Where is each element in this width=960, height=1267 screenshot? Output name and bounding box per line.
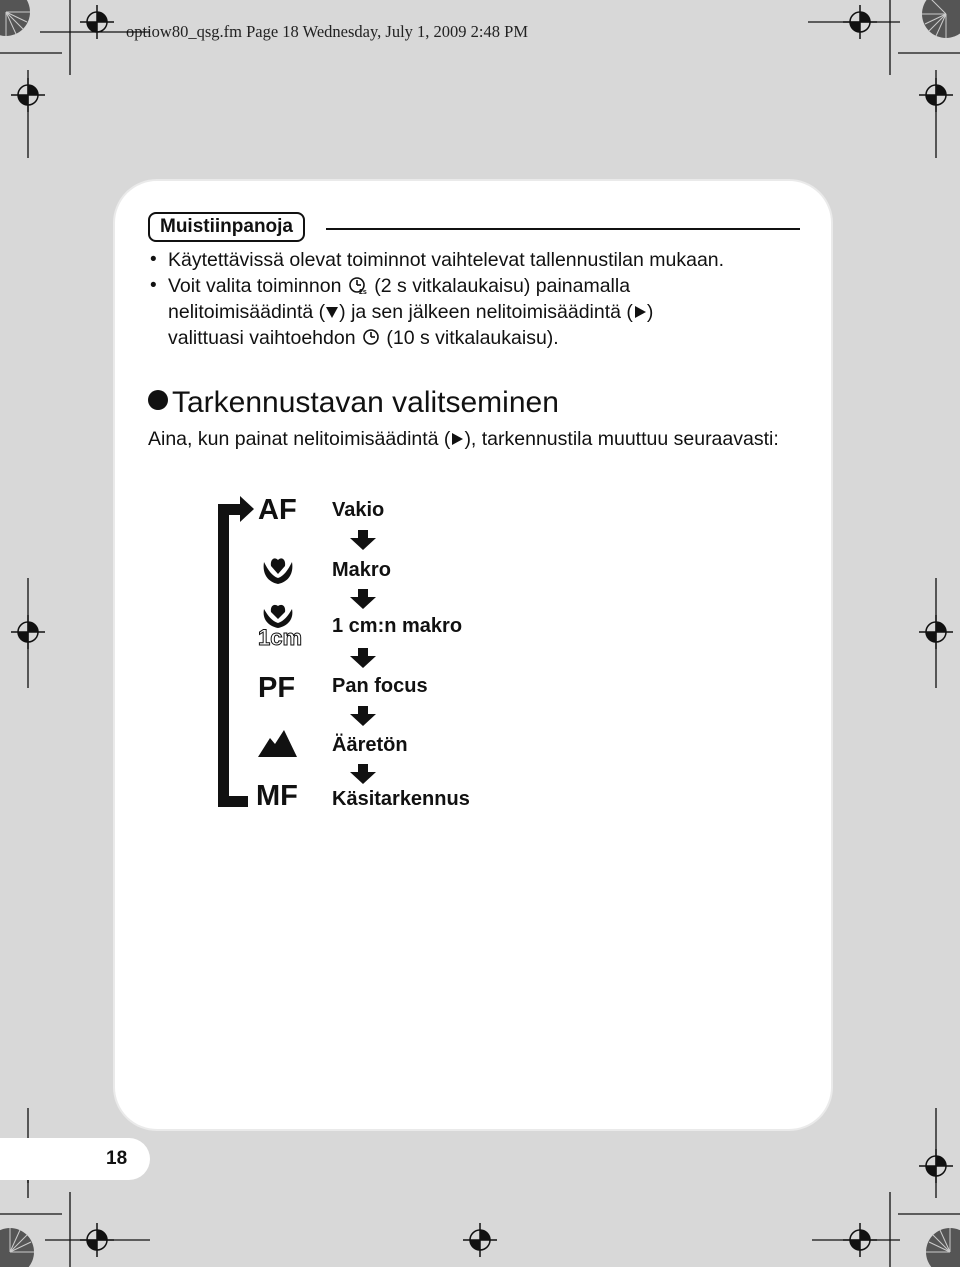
bullet-mark: • [150, 249, 157, 270]
pf-mode-icon: PF [258, 672, 296, 704]
mode-label-pan-focus: Pan focus [332, 675, 428, 697]
infinity-mountain-icon [258, 728, 298, 758]
self-timer-icon [361, 327, 381, 347]
starburst-mark-bottom-right [926, 1228, 960, 1267]
right-triangle-icon [633, 305, 647, 319]
note-bullet-2-line-2 [168, 299, 653, 326]
para-text: Aina, kun painat nelitoimisäädintä ( [148, 428, 451, 450]
right-triangle-icon [450, 432, 464, 446]
note-text: ) [646, 301, 654, 323]
macro-icon [260, 556, 296, 588]
notes-rule [326, 228, 800, 230]
section-heading-text: Tarkennustavan valitseminen [172, 386, 559, 419]
mode-label-kasitarkennus: Käsitarkennus [332, 788, 470, 810]
mode-label-aareton: Ääretön [332, 734, 408, 756]
starburst-mark-top-right [922, 0, 960, 38]
note-text: (10 s vitkalaukaisu). [386, 327, 559, 349]
note-bullet-1: Käytettävissä olevat toiminnot vaihtelevat tallennustilan mukaan. [168, 249, 725, 271]
down-arrow-icon [350, 589, 376, 609]
mode-label-vakio: Vakio [332, 499, 385, 521]
note-text: nelitoimisäädintä ( [168, 301, 326, 323]
note-text: valittuasi vaihtoehdon [168, 327, 356, 349]
starburst-mark-bottom-left [0, 1228, 34, 1267]
para-text: ), tarkennustila muuttuu seuraavasti: [464, 428, 779, 450]
bullet-mark: • [150, 275, 157, 296]
note-text: Voit valita toiminnon [168, 275, 342, 297]
cycle-bracket [212, 496, 256, 812]
down-arrow-icon [350, 648, 376, 668]
note-text: (2 s vitkalaukaisu) painamalla [374, 275, 631, 297]
down-arrow-icon [350, 764, 376, 784]
mode-label-makro: Makro [332, 559, 391, 581]
heading-bullet-icon [148, 390, 168, 410]
section-heading [148, 386, 559, 420]
page-number-tab [0, 1138, 150, 1180]
note-text: ) ja sen jälkeen nelitoimisäädintä ( [339, 301, 633, 323]
af-mode-icon: AF [258, 494, 297, 526]
notes-title: Muistiinpanoja [148, 212, 305, 242]
down-triangle-icon [325, 305, 339, 319]
down-arrow-icon [350, 530, 376, 550]
1cm-macro-label-icon: 1cm [258, 625, 303, 650]
mode-label-1cm-makro: 1 cm:n makro [332, 615, 463, 637]
print-header: optiow80_qsg.fm Page 18 Wednesday, July 1, 2009 2:48 PM [126, 22, 528, 41]
down-arrow-icon [350, 706, 376, 726]
note-bullet-2-line-1 [168, 273, 630, 300]
self-timer-2s-icon [347, 275, 369, 295]
page-number: 18 [106, 1148, 128, 1169]
note-bullet-2-line-3 [168, 325, 559, 352]
svg-text:2s: 2s [358, 289, 367, 295]
section-paragraph [148, 425, 808, 453]
starburst-mark-top-left [0, 0, 30, 36]
mf-mode-icon: MF [256, 780, 298, 812]
